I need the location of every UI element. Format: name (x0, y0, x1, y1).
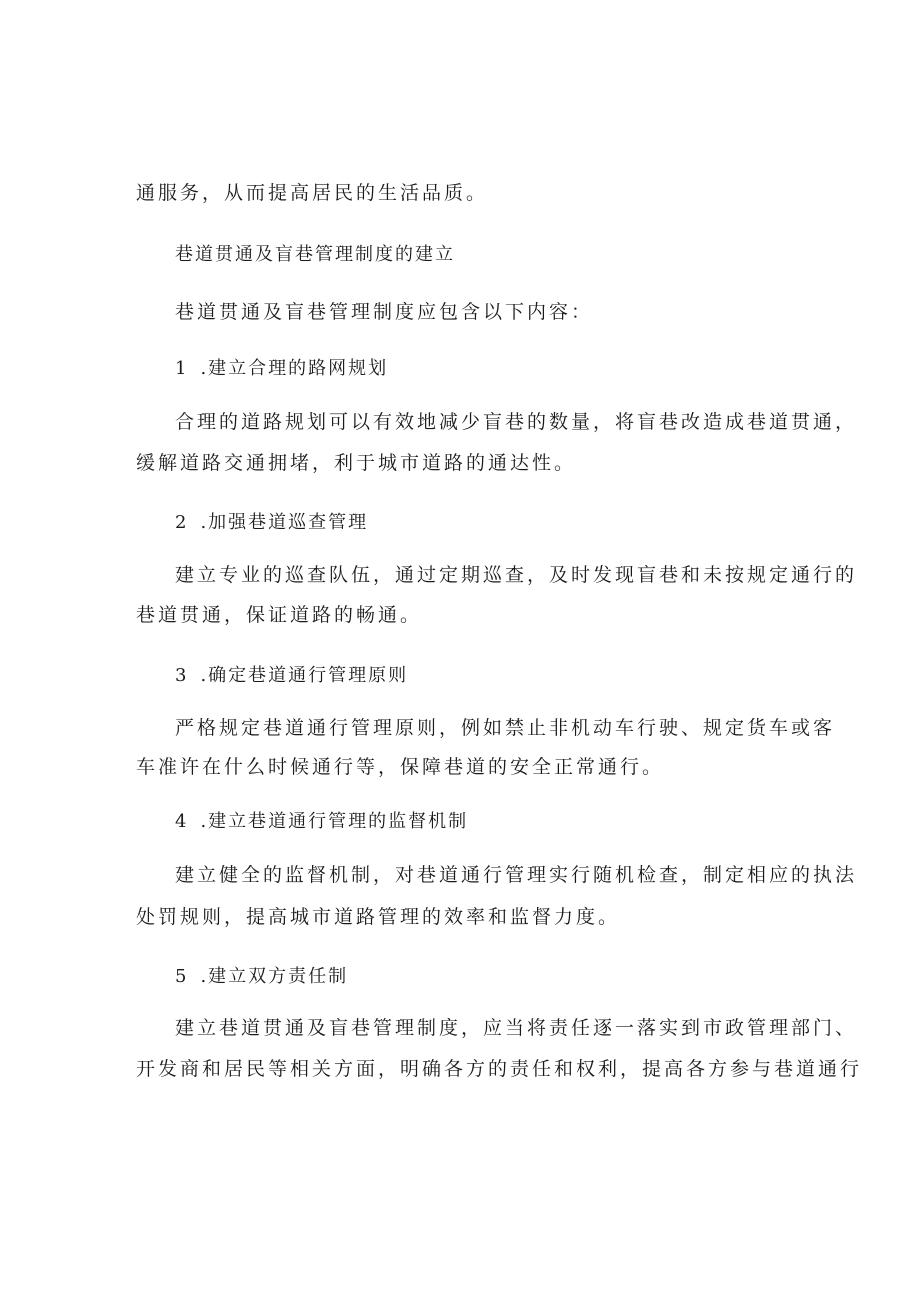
item-2-body-line-1: 建立专业的巡查队伍，通过定期巡查，及时发现盲巷和未按规定通行的 (175, 564, 858, 586)
item-number: 2 (175, 512, 187, 533)
item-title: .加强巷道巡查管理 (200, 512, 369, 533)
item-title: .建立巷道通行管理的监督机制 (200, 811, 469, 832)
item-number: 4 (175, 811, 187, 832)
item-1-body-line-1: 合理的道路规划可以有效地减少盲巷的数量，将盲巷改造成巷道贯通， (175, 411, 858, 433)
item-3-body-line-1: 严格规定巷道通行管理原则，例如禁止非机动车行驶、规定货车或客 (175, 717, 836, 739)
item-5-body-line-2: 开发商和居民等相关方面，明确各方的责任和权利，提高各方参与巷道通行 (136, 1058, 863, 1080)
item-title: .确定巷道通行管理原则 (200, 665, 409, 686)
section-title: 巷道贯通及盲巷管理制度的建立 (175, 244, 455, 265)
item-3-heading (175, 664, 408, 688)
item-number: 3 (175, 665, 187, 686)
item-4-body-line-1: 建立健全的监督机制，对巷道通行管理实行随机检查，制定相应的执法 (175, 864, 858, 886)
item-number: 5 (175, 966, 187, 987)
item-4-body-line-2: 处罚规则，提高城市道路管理的效率和监督力度。 (136, 906, 621, 928)
item-2-heading (175, 511, 368, 535)
item-2-body-line-2: 巷道贯通，保证道路的畅通。 (136, 604, 423, 626)
item-5-heading (175, 965, 348, 989)
intro-tail-paragraph: 通服务，从而提高居民的生活品质。 (136, 182, 489, 204)
section-intro: 巷道贯通及盲巷管理制度应包含以下内容： (175, 301, 594, 323)
item-1-heading (175, 357, 388, 381)
item-title: .建立合理的路网规划 (200, 358, 389, 379)
item-number: 1 (175, 358, 187, 379)
item-1-body-line-2: 缓解道路交通拥堵，利于城市道路的通达性。 (136, 452, 577, 474)
item-5-body-line-1: 建立巷道贯通及盲巷管理制度，应当将责任逐一落实到市政管理部门、 (175, 1017, 858, 1039)
item-3-body-line-2: 车准许在什么时候通行等，保障巷道的安全正常通行。 (136, 756, 665, 778)
item-title: .建立双方责任制 (200, 966, 349, 987)
item-4-heading (175, 810, 468, 834)
